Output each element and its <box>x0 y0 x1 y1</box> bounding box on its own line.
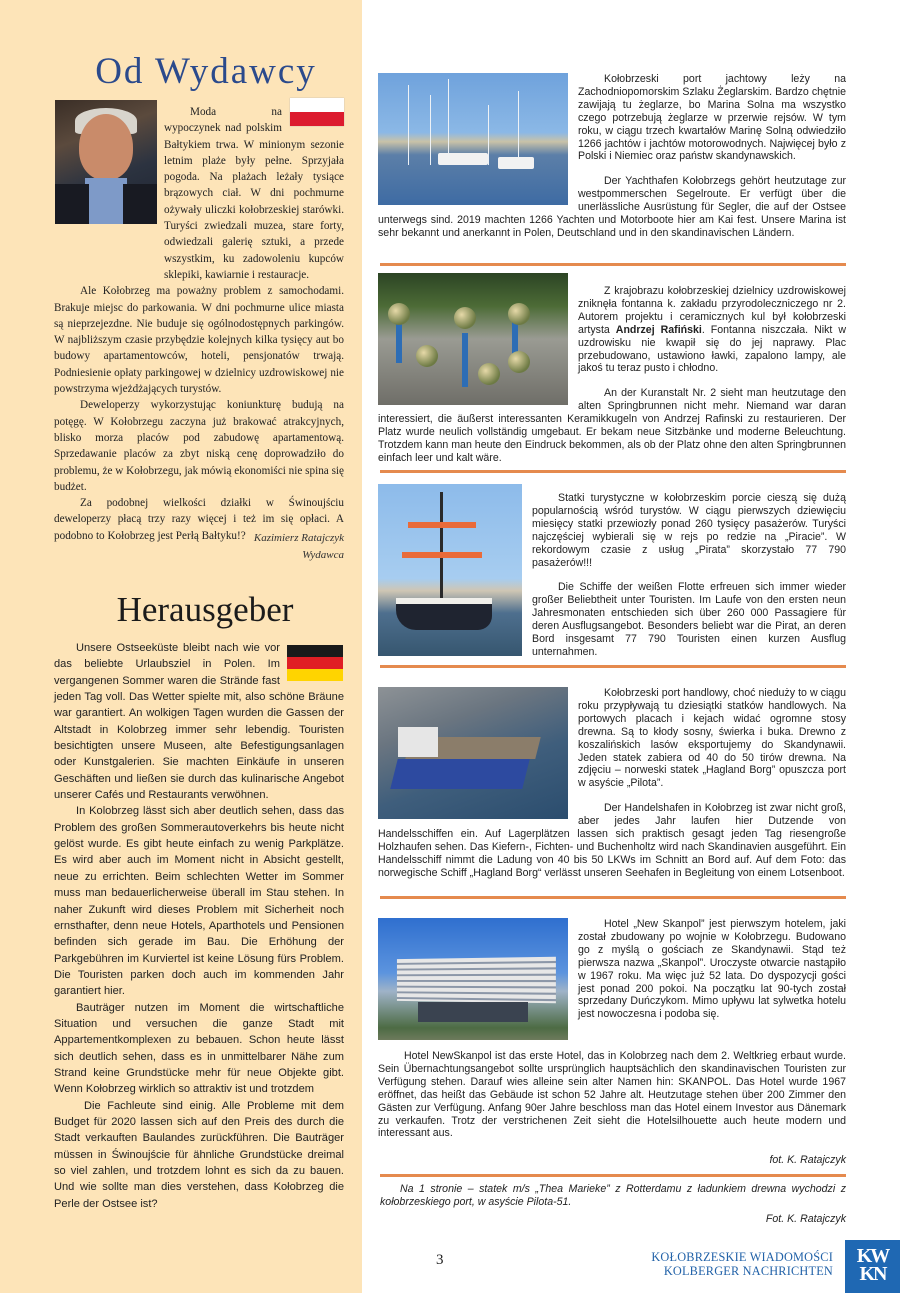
paragraph: Unsere Ostseeküste bleibt nach wie vor das beliebte Urlaubsziel in Polen. Im vergangenen Sommer waren die Strände fast jeden Tag voll. Das Wetter spielte mit, also schöne Bräune war garantiert. An wolkigen Tagen wurden die Gassen der Altstadt in Kolobrzeg immer sehr lebendig. Touristen besichtigten unsere Museen, alte Befestigungsanlagen oder Kunstgalerien. Sie machten Einkäufe in unseren Geschäften und ließen sie durch das kulinarische Angebot unserer Cafés und Restaurants verwöhnen. <box>54 642 344 802</box>
fountain-photo <box>378 273 568 405</box>
paragraph: Bauträger nutzen im Moment die wirtschaftliche Situation und versuchen die ganze Stadt mit Appartementkomplexen zu bebauen. Schon heute lässt sich deutlich sehen, dass es in unmittelbarer Nähe zum Strand keine Grundstücke mehr für neue Objekte gibt. Wenn Kołobrzeg wirklich so attraktiv ist und trotzdem <box>54 1001 344 1096</box>
paragraph-german: Hotel NewSkanpol ist das erste Hotel, das in Kolobrzeg nach dem 2. Weltkrieg erbaut wurde. Sein Übernachtungsangebot sollte ursprünglich hauptsächlich den skandinavischen Touristen zur Verfügung stehen. Darauf wies alleine sein alter Namen hin: SKANPOL. Das Hotel wurde 1967 eröffnet, das heißt das Gebäude ist schon 52 Jahre alt. Heutzutage stehen über 200 Zimmer den Gästen zur Verfügung. Anfang 90er Jahre beschloss man das Hotel einem Investor aus Dänemark zu verkaufen. Trotz der verstrichenen Zeit sieht die Hotelsilhouette auch heute modern und interessant aus. <box>378 1050 846 1140</box>
cover-photo-credit: Fot. K. Ratajczyk <box>765 1213 846 1225</box>
editorial-title-polish: Od Wydawcy <box>95 51 317 92</box>
section-divider <box>380 470 846 473</box>
signature-role: Wydawca <box>302 549 344 561</box>
paragraph-polish: Kołobrzeski port jachtowy leży na Zachodniopomorskim Szlaku Żeglarskim. Bardzo chętnie zawijają tu żeglarze, bo Marina Solna ma wszystko czego potrzebują żeglarze w przerwie rejsów. W tym roku, w ciągu trzech kwartałów Marinę Solną odwiedziło 1266 jachtów i jachtów motorowodnych. Najwięcej było z Polski i Niemiec oraz państw skandynawskich. <box>578 73 846 163</box>
article-marina <box>378 73 846 240</box>
section-divider <box>380 665 846 668</box>
publication-brand: KOŁOBRZESKIE WIADOMOŚCI KOLBERGER NACHRICHTEN <box>651 1250 833 1278</box>
article-commercial-port <box>378 687 846 880</box>
marina-photo <box>378 73 568 205</box>
paragraph-german: Der Handelshafen in Kołobrzeg ist zwar nicht groß, aber jedes Jahr laufen hier Dutzende von Handelsschiffen ein. Auf Lagerplätzen lassen sich praktisch gesagt jeden Tag riesengroße Holzhaufen sehen. Das Kiefern-, Fichten- und Buchenholtz wird nach Skandinavien ausgeführt. Ein Handelsschiff nimmt die Ladung von 40 bis 50 LKWs im Schnitt an Bord auf. Auf dem Foto: das norwegische Schiff „Hagland Borg“ verlässt unseren Seehafen in Begleitung von einem Lotsenboot. <box>378 802 846 879</box>
paragraph-german: An der Kuranstalt Nr. 2 sieht man heutzutage den alten Springbrunnen nicht mehr. Niemand war daran interessiert, die äußerst interessanten Keramikkugeln von Andrzej Rafinski zu restaurieren. Der Platz wurde neulich vollständig umgebaut. Er bekam neue Sitzbänke und moderne Beleuchtung. Trotzdem kann man heute den Eindruck bekommen, als ob der Platz ohne den alten Springbrunnen einfach leer und kalt wäre. <box>378 387 846 464</box>
paragraph: Ale Kołobrzeg ma poważny problem z samochodami. Brakuje miejsc do parkowania. W dni pochmurne ulice miasta są nieprzejezdne. Nie buduje się ogólnodostępnych parkingów. W najbliższym czasie przybędzie kolejnych kilka tysięcy aut bo budowy apartamentowców, hoteli, pensjonatów trwają. Podniesienie opłaty parkingowej w dzielnicy uzdrowiskowej nie powstrzyma wjeżdżających turystów. <box>54 285 344 396</box>
signature <box>180 530 344 564</box>
section-divider <box>380 896 846 899</box>
paragraph-polish: Z krajobrazu kołobrzeskiej dzielnicy uzdrowiskowej zniknęła fontanna k. zakładu przyrodoleczniczego nr 2. Autorem projektu i ceramicznych kul był kołobrzeski artysta Andrzej Rafiński. Fontanna niszczała. Nikt w uzdrowisku nie kwapił się do jej naprawy. Plac przebudowano, ustawiono ławki, zapalono lampy, ale jakoś tu teraz pusto i chłodno. <box>578 285 846 375</box>
paragraph: Deweloperzy wykorzystując koniunkturę budują na potęgę. W Kołobrzegu zaczyna już brakować atrakcyjnych, blisko morza placów pod zabudowę apartamentową. Sprzedawanie placów za zbyt niską cenę doprowadziło do problemu, że w Kołobrzegu, jak mówią ekonomiści nie spina się budżet. <box>54 399 344 493</box>
artist-name: Andrzej Rafiński <box>615 323 702 336</box>
paragraph: In Kolobrzeg lässt sich aber deutlich sehen, dass das Problem des großen Sommerautoverkehrs bis heute nicht gelöst wurde. Es gibt heute einfach zu wenig Parkplätze. Es wird aber auch im Moment nicht in Absicht gestellt, neue zu errichten. Beim schlechten Wetter im Sommer muss man bedauerlicherweise überall im Stau stehen. In naher Zukunft wird dieses Problem mit Sicherheit noch ernsthafter, denn neue Hotels, Aparthotels und Pensionen befinden sich gerade im Bau. Die Erhöhung der Parkgebühren im Kurviertel ist keine Lösung fürs Problem. Die Touristen parken doch auch im kommenden Jahr garantiert hier. <box>54 805 344 998</box>
signature-name: Kazimierz Ratajczyk <box>253 532 344 544</box>
paragraph-polish: Kołobrzeski port handlowy, choć nieduży to w ciągu roku przypływają tu dziesiątki statków handlowych. Na portowych placach i kejach widać ogromne stosy drewna. Są to kłody sosny, świerka i buka. Drewno z koszalińskich lasów eksportujemy do Skandynawii. Jeden statek zabiera od 40 do 50 tirów drewna. Na zdjęciu – norweski statek „Hagland Borg” opuszcza port w asyście „Pilota”. <box>578 687 846 790</box>
paragraph-polish: Statki turystyczne w kołobrzeskim porcie cieszą się dużą popularnością wśród turystów. W ciągu pierwszych dziewięciu miesięcy statki przewiozły ponad 260 tysięcy pasażerów. Turyści najczęściej wybierali się w rejs po redzie na „Piracie”. W rekordowym czasie z usług „Pirata” skorzystało 77 790 pasażerów!!! <box>532 492 846 569</box>
kwkn-logo-icon: KW KN <box>845 1240 900 1293</box>
paragraph-polish: Hotel „New Skanpol” jest pierwszym hotelem, jaki został zbudowany po wojnie w Kołobrzegu. Budowano go z myślą o gościach ze Skandynawii. Stąd też pierwsza nazwa „Skanpol”. Uroczyste otwarcie nastąpiło w 1967 roku. Ma więc już 52 lata. Do dyspozycji gości jest ponad 200 pokoi. Na początku lat 90-tych został sprzedany Duńczykom. Mimo upływu lat sylwetka hotelu jest nowoczesna i podoba się. <box>578 918 846 1021</box>
photo-credit: fot. K. Ratajczyk <box>769 1154 846 1167</box>
cargo-ship-photo <box>378 687 568 819</box>
editorial-body-polish <box>54 104 344 544</box>
paragraph: Moda na wypoczynek nad polskim Bałtykiem trwa. W minionym sezonie letnim plaże były pełne. Sprzyjała pogoda. Na plażach leżały tysiące brązowych ciał. W dni pochmurne ożywały uliczki kołobrzeskiej starówki. Turyści zwiedzali muzea, stare forty, odwiedzali galerię sztuki, a przede wszystkim, ku zadowoleniu kupców sklepiki, kawiarnie i restauracje. <box>164 106 344 281</box>
hotel-photo <box>378 918 568 1040</box>
pirate-ship-photo <box>378 484 522 656</box>
page-number: 3 <box>436 1252 444 1268</box>
paragraph: Die Fachleute sind einig. Alle Probleme mit dem Budget für 2020 lassen sich auf den Preis des durch die Stadt verkauften Baulandes zurückführen. Die Bauträger müssen in Świnoujście für ähnliche Grundstücke dreimal so viel zahlen, und trotzdem lohnt es sich da zu bauen. Und wie sollte man dies verstehen, dass Kołobrzeg die Perle der Ostsee ist? <box>54 1099 344 1210</box>
article-hotel <box>378 918 846 1167</box>
editorial-title-german: Herausgeber <box>116 590 294 629</box>
article-tourist-ships <box>378 484 846 659</box>
section-divider <box>380 1174 846 1177</box>
cover-caption: Na 1 stronie – statek m/s „Thea Marieke” z Rotterdamu z ładunkiem drewna wychodzi z kołobrzeskiego port, w asyście Pilota-51. Fot. K. Ratajczyk <box>380 1183 846 1225</box>
section-divider <box>380 263 846 266</box>
paragraph-german: Der Yachthafen Kołobrzegs gehört heutzutage zur westpommerschen Segelroute. Er verfügt über die unerlässliche Ausrüstung für Segler, die auf der Ostsee unterwegs sind. 2019 machten 1266 Yachten und Motorboote hier am Kai fest. Unsere Marina ist sehr bekannt und anerkannt in Polen, Deutschland und in den skandinavischen Ländern. <box>378 175 846 239</box>
editorial-body-german <box>54 640 344 1212</box>
paragraph: Za podobnej wielkości działki w Świnoujściu deweloperzy płacą trzy razy więcej i też im się opłaci. A podobno to Kołobrzeg jest Perłą Bałtyku!? <box>54 497 344 542</box>
paragraph-german: Die Schiffe der weißen Flotte erfreuen sich immer wieder großer Beliebtheit unter Touristen. Im Laufe von den ersten neun Jahresmonaten entschieden sich über 260 000 Passagiere für deren Ausflugsangebot. Besonders beliebt war die Pirat, an deren Bord insgesamt 77 790 Touristen einen kurzen Ausflug unternahmen. <box>532 581 846 658</box>
article-fountain <box>378 273 846 465</box>
